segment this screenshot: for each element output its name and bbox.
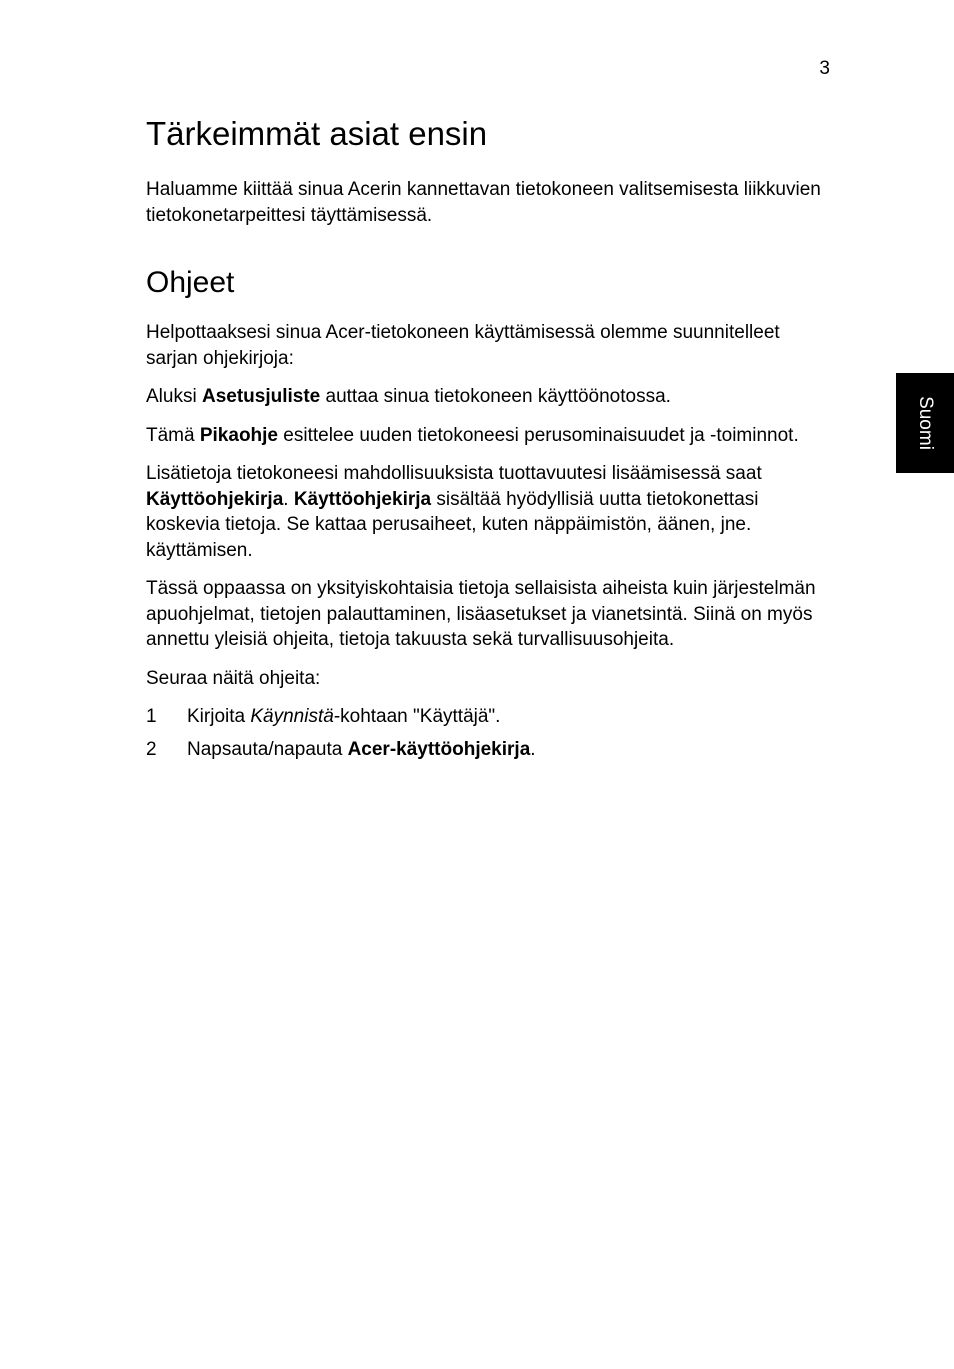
section-title-guides: Ohjeet	[146, 266, 235, 299]
text-run: Lisätietoja tietokoneesi mahdollisuuksista tuottavuutesi lisäämisessä saat	[146, 463, 762, 484]
language-tab	[896, 373, 954, 473]
text-run: sisältää hyödyllisiä uutta tietokonettasi koskevia tietoja. Se kattaa perusaiheet, kuten näppäimistön, äänen, jne. käyttämisen.	[146, 488, 759, 561]
bold-term-setup-poster: Asetusjuliste	[201, 386, 321, 407]
text-run: Tämä	[146, 424, 200, 446]
step-text	[187, 737, 536, 763]
step-number: 1	[146, 706, 157, 727]
text-run: .	[530, 738, 536, 760]
text-run: Aluksi	[146, 386, 202, 407]
text-run: .	[283, 488, 294, 510]
text-run: Napsauta/napauta	[187, 738, 348, 760]
text-run: esittelee uuden tietokoneesi perusominaisuudet ja -toiminnot.	[278, 424, 799, 446]
bold-term-quick-guide: Pikaohje	[199, 424, 279, 446]
list-item	[146, 704, 826, 730]
steps-list	[146, 704, 826, 762]
bold-term-users-manual: Käyttöohjekirja	[146, 488, 284, 510]
step-text	[187, 704, 500, 730]
step-number: 2	[146, 738, 157, 760]
bold-term-users-manual: Käyttöohjekirja	[293, 488, 432, 510]
document-content	[146, 114, 826, 769]
guides-paragraph: Helpottaaksesi sinua Acer-tietokoneen käyttämisessä olemme suunnitelleet sarjan ohjekirjoja:	[146, 322, 780, 369]
page-number: 3	[819, 58, 830, 79]
quick-guide-paragraph	[146, 423, 826, 449]
language-tab-label: Suomi	[915, 396, 936, 450]
bold-term-acer-users-manual: Acer-käyttöohjekirja	[347, 738, 531, 760]
guide-contents-paragraph: Tässä oppaassa on yksityiskohtaisia tietoja sellaisista aiheista kuin järjestelmän apuohjelmat, tietojen palauttaminen, lisäasetukset ja vianetsintä. Siinä on myös annettu yleisiä ohjeita, tietoja takuusta sekä turvallisuusohjeita.	[146, 578, 816, 650]
text-run: -kohtaan "Käyttäjä".	[333, 706, 501, 727]
list-item	[146, 737, 826, 763]
users-manual-paragraph	[146, 461, 826, 563]
text-run: auttaa sinua tietokoneen käyttöönotossa.	[320, 386, 671, 407]
text-run: Kirjoita	[187, 706, 251, 727]
italic-term-start: Käynnistä	[250, 706, 334, 727]
section-title-first-things: Tärkeimmät asiat ensin	[146, 115, 488, 152]
intro-paragraph: Haluamme kiittää sinua Acerin kannettavan tietokoneen valitsemisesta liikkuvien tietokonetarpeittesi täyttämisessä.	[146, 179, 821, 226]
follow-steps-paragraph: Seuraa näitä ohjeita:	[146, 667, 321, 689]
setup-poster-paragraph	[146, 384, 826, 410]
